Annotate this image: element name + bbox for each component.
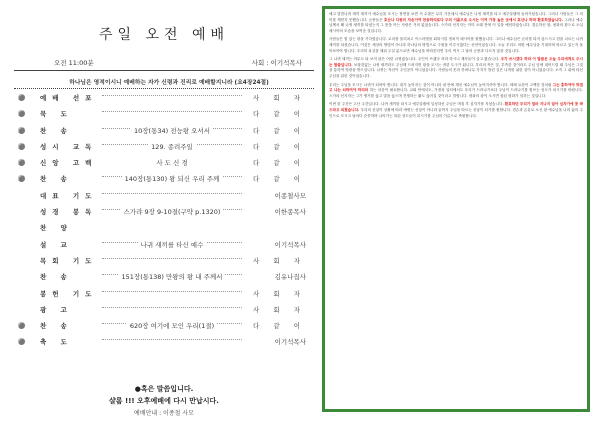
sermon-text: 예고 말씀나귀 새끼 새끼가 예수님을 모시는 장면을 보면 저 수많은 무리 가운데서 예수님은 나귀 새끼를 타고 예루살렘에 들어가셨습니다. 그러나 사람들은 그 의미를 깨닫지 못했습니다. 군중들은 (329, 12, 583, 22)
worship-order-row (14, 238, 314, 254)
divider (14, 88, 314, 89)
sermon-text: 그 나귀 새끼는 아무도 타 보지 않은 어린 나귀였습니다. 주인이 쓰겠다 하라 하시니 제자들이 끌고 왔습니다. (329, 57, 501, 62)
worship-order-row (14, 91, 314, 107)
order-content-text: 151장(통138) 만왕의 왕 내 주께서 (119, 273, 226, 281)
order-leader: 사 회 자 (253, 94, 306, 102)
order-leader: 김유나집사 (274, 273, 306, 282)
worship-order-row (14, 254, 314, 270)
order-label: 예배 선포 (40, 94, 98, 102)
order-content (102, 207, 242, 216)
worship-order-row (14, 287, 314, 303)
order-content-text: 620장 여기에 모인 우리(1절) (127, 322, 217, 330)
order-label: 찬 송 (40, 273, 73, 282)
order-label: 묵 도 (40, 110, 73, 119)
sermon-text: 보잘것없는 나귀 새끼라도 주님께 드려지면 왕을 모시는 귀한 도구가 됩니다. 우리의 작은 것, 부족한 것이라도 주님 앞에 내어드릴 때 주님은 그것을 통하여 영광을 받으십니다. 나귀는 자신이 주인공이 아니었습니다. 사람들의 옷과 종려나무 가지가 깔린 길은 나귀를 위한 것이 아니었습니다. 오직 그 위에 타신 주님을 위한 것이었습니다. (329, 62, 584, 78)
bullet-icon (18, 127, 25, 134)
order-leader: 다 같 이 (253, 159, 306, 168)
sermon-text: 우리의 신앙이 상황에 따라 바뀌는 신앙이 아니라 끝까지 주님을 따르는 신앙이 되기를 원합니다. 겸손과 온유로 오신 왕 예수님을 나의 삶의 주인으로 모시고 날마다 순종하며 나아가는 복된 성도들이 되시기를 주님의 이름으로 축원합니다. (329, 107, 583, 118)
sermon-paragraph (329, 102, 583, 119)
sermon-text: 하는 마음이 필요합니다. 교회 안에서도, 가정과 일터에서도 우리가 드러나기보다 주님이 드러나기를 힘쓰는 성도가 되시기를 바랍니다. 스가랴 선지자는 그가 병거를 끊고 말을 끊으며 전쟁하는 활도 끊어질 것이라고 말합니다. 평화의 왕이 오시면 참된 평화가 임하는 것입니다. (329, 88, 583, 98)
order-leader: 이기석목사 (274, 338, 306, 347)
order-label: 찬 송 (40, 126, 73, 135)
service-time: 오전 11:00분 (54, 59, 94, 67)
worship-order-row (14, 189, 314, 205)
order-leader: 다 같 이 (253, 322, 306, 331)
order-label: 찬 송 (40, 322, 73, 331)
sermon-highlight: 주가 쓰시겠다 하라 이 말씀은 오늘 우리에게도 주시는 말씀입니다. (329, 57, 583, 67)
order-leader: 다 같 이 (253, 126, 306, 135)
sermon-text: 그러나 예수님께서 왜 나귀 새끼를 타셨는지 그 뜻을 아는 사람은 거의 없었습니다. 스가랴 선지자는 이미 오래 전에 이 일을 예언하였습니다. 겸손하신 왕, 평화의 왕으로 오실 메시아의 모습을 보여준 것입니다. (329, 17, 583, 33)
dotted-leader (102, 111, 242, 112)
order-label: 목회 기도 (40, 256, 98, 265)
footer-note: ●혹은 말씀입니다. (134, 385, 194, 393)
order-label: 대표 기도 (40, 191, 98, 200)
order-of-worship (14, 0, 314, 424)
dotted-leader (102, 95, 242, 96)
order-label: 설 교 (40, 240, 73, 249)
sermon-text: 사람들은 힘 있는 왕을 기다렸습니다. 로마를 물리치고 이스라엘을 회복시킬 정치적 메시아를 원했습니다. 그러나 예수님은 군마를 타지 않으시고 짐을 나르는 나귀 새끼를 타셨습니다. 이것은 세상의 방법이 아니라 하나님의 방법으로 구원을 이루시겠다는 선언이었습니다. 오늘 우리도 어떤 예수님을 기대하며 따르고 있는지 돌아보아야 합니다. (329, 37, 583, 53)
order-content (102, 142, 242, 151)
order-label: 성경 봉독 (40, 208, 98, 217)
divider (14, 70, 314, 71)
dotted-leader (102, 193, 242, 194)
order-leader: 이기석목사 (274, 240, 306, 249)
order-label: 신앙 고백 (40, 159, 98, 168)
bullet-icon (18, 338, 25, 345)
worship-order-row (14, 107, 314, 123)
order-label: 성시 교독 (40, 142, 98, 151)
sermon-paragraph (329, 83, 583, 100)
worship-order-row (14, 221, 314, 237)
worship-order-row (14, 124, 314, 140)
worship-order-list (14, 91, 314, 352)
bullet-icon (18, 94, 25, 101)
sermon-text-panel (322, 6, 590, 412)
page-title: 주일 오전 예배 (98, 27, 230, 43)
footer-guide: 예배안내 : 이종철 사모 (134, 410, 194, 417)
worship-order-row (14, 156, 314, 172)
sermon-paragraph (329, 37, 583, 54)
order-content-text: 140장(통130) 왕 되신 우리 주께 (122, 175, 223, 183)
worship-order-row (14, 172, 314, 188)
order-leader: 다 같 이 (253, 142, 306, 151)
worship-order-row (14, 205, 314, 221)
order-leader: 다 같 이 (253, 175, 306, 184)
order-content (102, 158, 242, 167)
order-content-text: 10장(통34) 전능왕 오셔서 (131, 127, 213, 135)
order-leader: 사 회 자 (253, 305, 306, 314)
order-content (102, 321, 242, 330)
order-label: 광 고 (40, 305, 73, 314)
dotted-leader (102, 258, 242, 259)
order-leader: 이종철사모 (274, 191, 306, 200)
order-content (102, 126, 242, 135)
order-leader: 사 회 자 (253, 289, 306, 298)
order-content-text: 스가랴 9장 9-10절(구약 p.1320) (121, 208, 224, 216)
sermon-text: 이번 한 주간은 고난 주간입니다. 나귀 새끼를 타시고 예루살렘에 입성하신 주님은 며칠 후 십자가를 지셨습니다. (329, 102, 505, 107)
sermon-highlight: 그는 흥하여야 하겠고 나는 쇠하여야 하리라 (329, 82, 583, 93)
order-leader: 다 같 이 (253, 110, 306, 119)
order-label: 봉헌 기도 (40, 289, 98, 298)
order-label: 찬 송 (40, 175, 73, 184)
order-leader: 사 회 자 (253, 256, 306, 265)
sermon-paragraph (329, 12, 583, 34)
order-content (102, 240, 242, 249)
order-leader: 이한종목사 (274, 208, 306, 217)
order-content-text: 사 도 신 경 (153, 159, 190, 167)
bullet-icon (18, 159, 25, 166)
order-label: 찬 양 (40, 224, 73, 233)
bullet-icon (18, 143, 25, 150)
theme-verse: 하나님은 영적이시니 예배하는 자가 신령과 진리로 예배할지니라 (요4장24절) (69, 80, 269, 86)
worship-order-row (14, 335, 314, 351)
dotted-leader (102, 307, 242, 308)
presider: 사회 : 이기석목사 (251, 59, 302, 67)
bullet-icon (18, 110, 25, 117)
order-label: 축 도 (40, 338, 73, 347)
sermon-text: 우리의 욕심을 채워 주실 분으로만 예수님을 바라본다면 우리 역시 그 날의 군중과 다르지 않을 것입니다. (356, 48, 520, 53)
bullet-icon (18, 175, 25, 182)
order-content-text: 129. 종려주일 (148, 143, 196, 151)
sermon-highlight: 환호하던 무리가 얼마 지나지 않아 십자가에 못 박으라고 외쳤습니다. (329, 102, 583, 112)
order-content (102, 174, 242, 183)
order-content-text: 나귀 새끼를 타신 예수 (138, 241, 207, 249)
sermon-paragraph (329, 57, 583, 79)
sermon-text: 우리는 주님을 모시는 나귀가 되어야 합니다. 내가 높아지는 것이 아니라 내 안에 계신 예수님이 높아지셔야 합니다. 세례 요한이 고백한 것처럼 (329, 82, 553, 87)
dotted-leader (102, 339, 242, 340)
worship-order-row (14, 140, 314, 156)
worship-order-row (14, 270, 314, 286)
worship-order-row (14, 303, 314, 319)
bullet-icon (18, 322, 25, 329)
dotted-leader (102, 291, 242, 292)
sermon-highlight: 호산나 다윗의 자손이여 찬송하리로다 주의 이름으로 오시는 이여 가장 높은 곳에서 호산나 하며 환호하였습니다. (383, 17, 564, 22)
order-content (102, 272, 242, 281)
footer-greeting: 샬롬 !!! 오후예배에 다시 만납시다. (109, 397, 219, 405)
worship-order-row (14, 319, 314, 335)
